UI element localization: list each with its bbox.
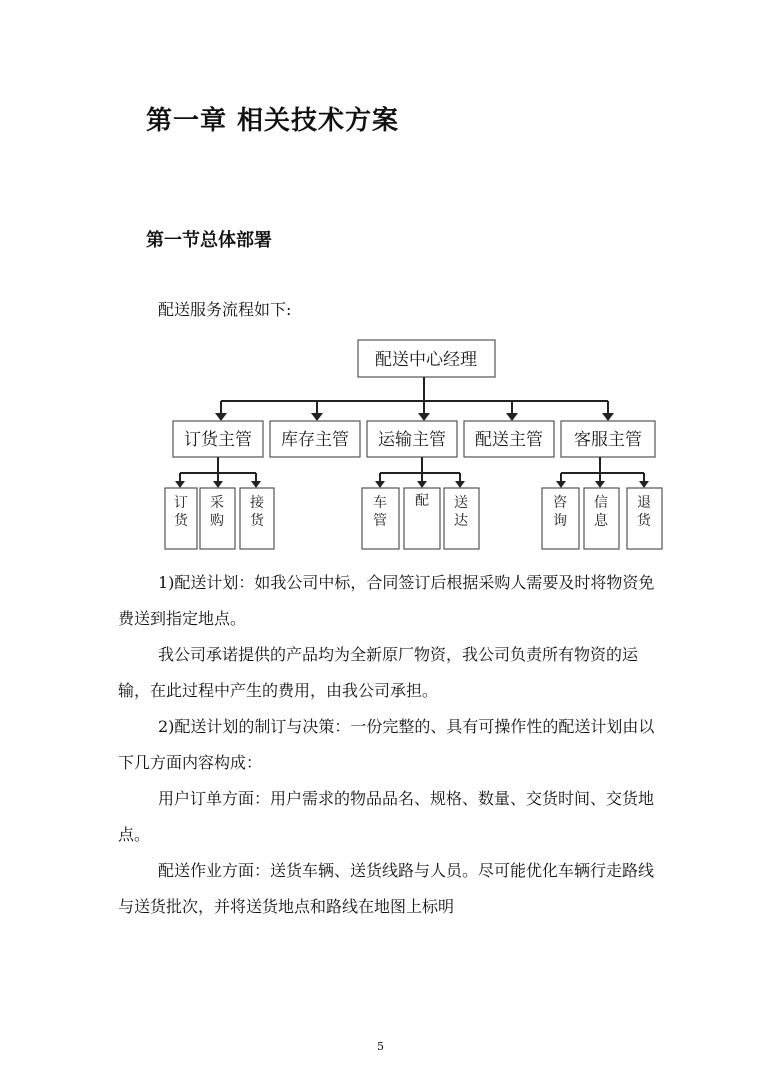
manager-label-transport: 运输主管 <box>378 430 446 450</box>
sub-label-char: 接 <box>250 495 264 511</box>
intro-text: 配送服务流程如下: <box>158 300 292 319</box>
paragraph: 用户订单方面：用户需求的物品品名、规格、数量、交货时间、交货地点。 <box>118 789 655 844</box>
chapter-title: 第一章 相关技术方案 <box>146 106 400 136</box>
manager-label-delivery: 配送主管 <box>475 430 543 450</box>
arrowhead <box>418 413 430 421</box>
paragraph: 1)配送计划：如我公司中标，合同签订后根据采购人需要及时将物资免费送到指定地点。 <box>118 573 655 628</box>
manager-label-service: 客服主管 <box>574 430 642 450</box>
sub-label-char: 订 <box>174 495 188 511</box>
arrowhead <box>595 481 605 488</box>
sub-label-char: 管 <box>373 513 387 529</box>
sub-label-char: 货 <box>250 513 264 529</box>
section-title: 第一节总体部署 <box>146 230 272 251</box>
body-text <box>118 565 658 925</box>
sub-label-char: 信 <box>594 495 608 511</box>
sub-label-char: 息 <box>594 513 608 529</box>
paragraph: 配送作业方面：送货车辆、送货线路与人员。尽可能优化车辆行走路线与送货批次，并将送货地点和路线在地图上标明 <box>118 861 655 916</box>
arrowhead <box>311 413 323 421</box>
manager-label-stock: 库存主管 <box>281 430 349 450</box>
arrowhead <box>375 481 385 488</box>
sub-label-char: 配 <box>415 493 429 509</box>
sub-label-char: 采 <box>210 495 224 511</box>
sub-label-char: 达 <box>454 513 468 529</box>
arrowhead <box>417 481 427 488</box>
arrowhead <box>215 413 227 421</box>
arrowhead <box>602 413 614 421</box>
paragraph: 2)配送计划的制订与决策：一份完整的、具有可操作性的配送计划由以下几方面内容构成： <box>118 717 655 772</box>
sub-label-char: 退 <box>637 495 651 511</box>
arrowhead <box>556 481 566 488</box>
arrowhead <box>639 481 649 488</box>
arrowhead <box>455 481 465 488</box>
sub-label-char: 货 <box>174 513 188 529</box>
arrowhead <box>506 413 518 421</box>
sub-label-char: 货 <box>637 513 651 529</box>
sub-label-char: 询 <box>553 513 567 529</box>
sub-label-char: 咨 <box>553 495 567 511</box>
page-number: 5 <box>377 1040 384 1053</box>
arrowhead <box>251 481 261 488</box>
sub-label-char: 车 <box>373 495 387 511</box>
root-label: 配送中心经理 <box>375 350 477 370</box>
arrowhead <box>213 481 223 488</box>
sub-label-char: 送 <box>454 495 468 511</box>
arrowhead <box>175 481 185 488</box>
manager-label-order: 订货主管 <box>184 430 252 450</box>
paragraph: 我公司承诺提供的产品均为全新原厂物资，我公司负责所有物资的运输，在此过程中产生的费用，由我公司承担。 <box>118 645 639 700</box>
sub-label-char: 购 <box>210 513 224 529</box>
